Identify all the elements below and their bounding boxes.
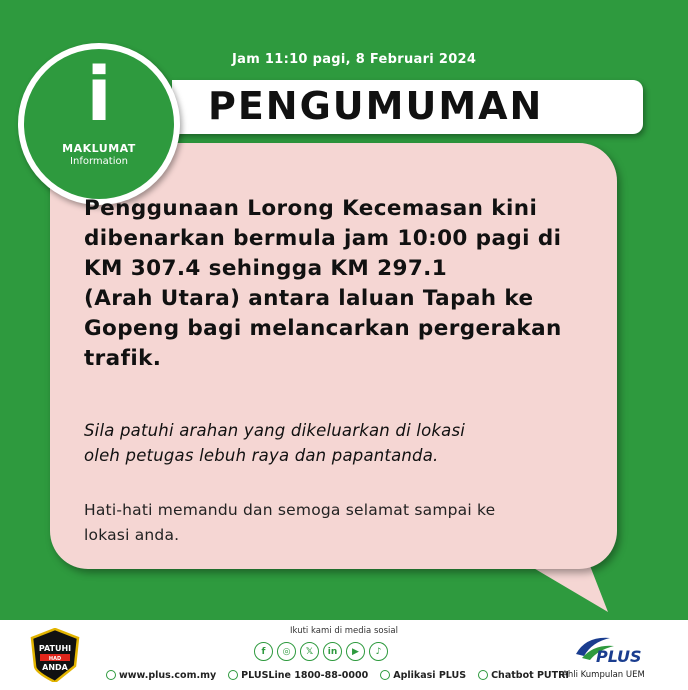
patuhi-bottom: ANDA bbox=[42, 663, 68, 672]
timestamp: Jam 11:10 pagi, 8 Februari 2024 bbox=[232, 52, 477, 67]
main-line: Gopeng bagi melancarkan pergerakan bbox=[84, 316, 562, 341]
announcement-main-text bbox=[84, 194, 604, 374]
tiktok-icon[interactable]: ♪ bbox=[369, 642, 388, 661]
contact-row bbox=[106, 670, 569, 681]
main-line: trafik. bbox=[84, 346, 162, 371]
chatbot-text: Chatbot PUTRI bbox=[491, 670, 569, 681]
main-line: KM 307.4 sehingga KM 297.1 bbox=[84, 256, 448, 281]
app-text: Aplikasi PLUS bbox=[393, 670, 467, 681]
main-line: dibenarkan bermula jam 10:00 pagi di bbox=[84, 226, 562, 251]
page-title: PENGUMUMAN bbox=[208, 84, 544, 128]
x-icon[interactable]: 𝕏 bbox=[300, 642, 319, 661]
patuhi-had-laju-badge bbox=[30, 628, 80, 682]
closing-line: lokasi anda. bbox=[84, 526, 180, 544]
patuhi-mid: HAD bbox=[48, 656, 62, 662]
facebook-icon[interactable]: f bbox=[254, 642, 273, 661]
social-label: Ikuti kami di media sosial bbox=[290, 626, 398, 636]
plusline-text: PLUSLine 1800-88-0000 bbox=[241, 670, 369, 681]
closing-text bbox=[84, 498, 604, 548]
website-link[interactable] bbox=[106, 670, 216, 681]
info-label: MAKLUMAT bbox=[62, 142, 136, 155]
info-icon: i bbox=[86, 52, 112, 138]
linkedin-icon[interactable]: in bbox=[323, 642, 342, 661]
globe-icon bbox=[106, 670, 116, 680]
info-sublabel: Information bbox=[70, 156, 128, 167]
youtube-icon[interactable]: ▶ bbox=[346, 642, 365, 661]
patuhi-top: PATUHI bbox=[38, 644, 72, 653]
info-badge bbox=[18, 43, 180, 205]
plus-brand: PLUS bbox=[596, 647, 642, 666]
plusline-link[interactable] bbox=[228, 670, 368, 681]
instruction-text bbox=[84, 418, 604, 468]
app-icon bbox=[380, 670, 390, 680]
phone-icon bbox=[228, 670, 238, 680]
title-bar bbox=[172, 80, 643, 134]
plus-logo bbox=[572, 632, 642, 668]
chatbot-icon bbox=[478, 670, 488, 680]
footer bbox=[0, 620, 688, 690]
app-link[interactable] bbox=[380, 670, 466, 681]
social-links bbox=[254, 642, 388, 664]
website-text: www.plus.com.my bbox=[119, 670, 217, 681]
instagram-icon[interactable]: ◎ bbox=[277, 642, 296, 661]
uem-member-text: Ahli Kumpulan UEM bbox=[562, 670, 645, 680]
instruction-line: Sila patuhi arahan yang dikeluarkan di lokasi bbox=[84, 421, 466, 440]
closing-line: Hati-hati memandu dan semoga selamat sampai ke bbox=[84, 501, 496, 519]
instruction-line: oleh petugas lebuh raya dan papantanda. bbox=[84, 446, 439, 465]
chatbot-link[interactable] bbox=[478, 670, 569, 681]
main-line: Penggunaan Lorong Kecemasan kini bbox=[84, 196, 538, 221]
main-line: (Arah Utara) antara laluan Tapah ke bbox=[84, 286, 534, 311]
